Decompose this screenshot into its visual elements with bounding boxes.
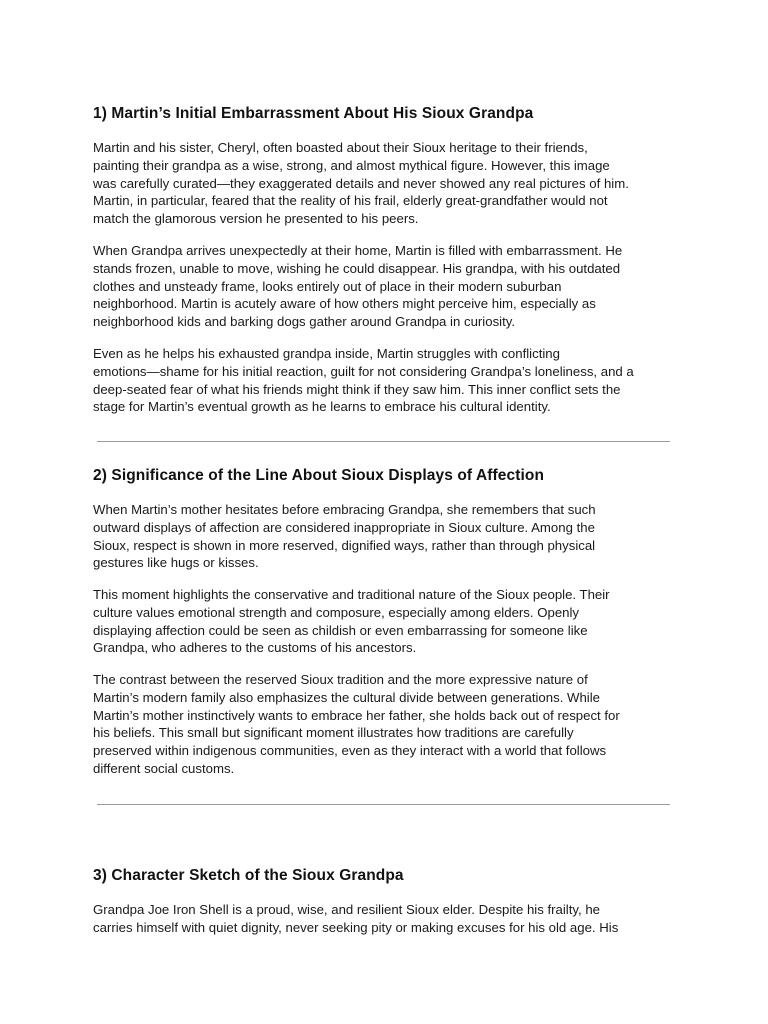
text-line: The contrast between the reserved Sioux tradition and the more expressive nature of	[93, 672, 588, 687]
text-line: stands frozen, unable to move, wishing he could disappear. His grandpa, with his outdated	[93, 260, 621, 276]
text-line: gestures like hugs or kisses.	[93, 555, 259, 571]
text-line: preserved within indigenous communities, even as they interact with a world that follows	[93, 743, 607, 759]
text-line: Sioux, respect is shown in more reserved, dignified ways, rather than through physical	[93, 537, 596, 553]
text-line: deep-seated fear of what his friends might think if they saw him. This inner conflict sets the	[93, 381, 621, 397]
text-line: Grandpa Joe Iron Shell is a proud, wise, and resilient Sioux elder. Despite his frailty, he	[93, 902, 601, 917]
text-line: Grandpa, who adheres to the customs of his ancestors.	[93, 640, 417, 656]
text-line: Martin and his sister, Cheryl, often boasted about their Sioux heritage to their friends,	[93, 140, 588, 155]
text-line: painting their grandpa as a wise, strong, and almost mythical figure. However, this image	[93, 157, 610, 173]
section-1-paragraph-3	[93, 345, 634, 416]
text-line: neighborhood kids and barking dogs gather around Grandpa in curiosity.	[93, 314, 516, 330]
section-2-paragraph-1	[93, 501, 596, 572]
text-line: outward displays of affection are considered inappropriate in Sioux culture. Among the	[93, 519, 595, 535]
text-line: match the glamorous version he presented to his peers.	[93, 211, 419, 227]
text-line: clothes and unsteady frame, looks entirely out of place in their modern suburban	[93, 278, 562, 294]
text-line: different social customs.	[93, 760, 235, 776]
section-2-paragraph-2	[93, 586, 610, 657]
text-line: This moment highlights the conservative and traditional nature of the Sioux people. Their	[93, 587, 610, 602]
section-1-title: 1) Martin’s Initial Embarrassment About His Sioux Grandpa	[93, 105, 534, 122]
text-line: his beliefs. This small but significant moment illustrates how traditions are carefully	[93, 725, 574, 741]
section-divider-2	[97, 804, 670, 805]
text-line: stage for Martin’s eventual growth as he learns to embrace his cultural identity.	[93, 399, 551, 415]
section-3-paragraph-1	[93, 901, 618, 937]
text-line: neighborhood. Martin is acutely aware of how others might perceive him, especially as	[93, 296, 596, 312]
section-divider-1	[97, 441, 670, 442]
text-line: When Martin’s mother hesitates before embracing Grandpa, she remembers that such	[93, 502, 596, 517]
section-3-title: 3) Character Sketch of the Sioux Grandpa	[93, 867, 404, 884]
text-line: carries himself with quiet dignity, never seeking pity or making excuses for his old age. His	[93, 919, 619, 935]
text-line: was carefully curated—they exaggerated details and never showed any real pictures of him.	[93, 175, 629, 191]
text-line: emotions—shame for his initial reaction, guilt for not considering Grandpa’s loneliness, and a	[93, 363, 634, 379]
section-1-paragraph-2	[93, 242, 622, 331]
text-line: culture values emotional strength and composure, especially among elders. Openly	[93, 604, 580, 620]
text-line: Martin’s modern family also emphasizes the cultural divide between generations. While	[93, 689, 600, 705]
text-line: Martin, in particular, feared that the reality of his frail, elderly great-grandfather would not	[93, 193, 608, 209]
text-line: Martin’s mother instinctively wants to embrace her father, she holds back out of respect for	[93, 707, 620, 723]
section-2-paragraph-3	[93, 671, 620, 778]
section-2-title: 2) Significance of the Line About Sioux Displays of Affection	[93, 467, 545, 484]
text-line: Even as he helps his exhausted grandpa inside, Martin struggles with conflicting	[93, 346, 560, 361]
section-1-paragraph-1	[93, 139, 629, 228]
text-line: When Grandpa arrives unexpectedly at their home, Martin is filled with embarrassment. He	[93, 243, 623, 258]
text-line: displaying affection could be seen as childish or even embarrassing for someone like	[93, 622, 588, 638]
